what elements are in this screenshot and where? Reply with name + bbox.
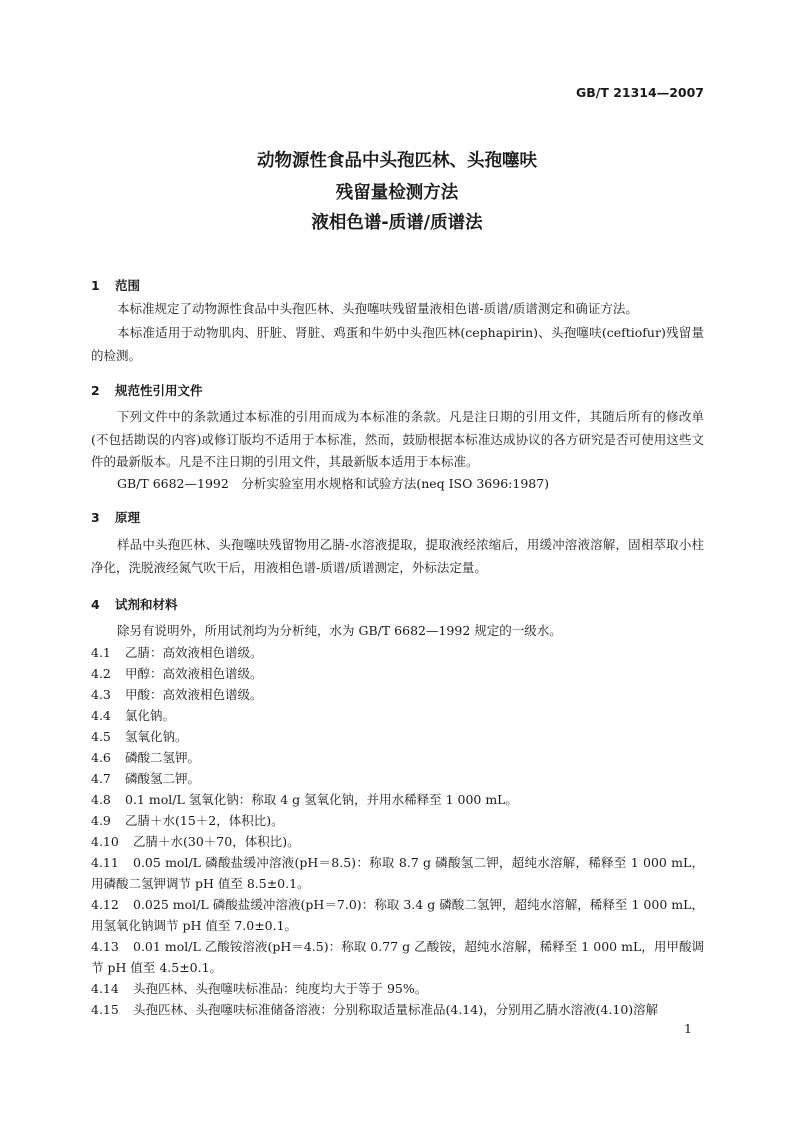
title-line-3: 液相色谱-质谱/质谱法 bbox=[311, 213, 483, 233]
item-text: 磷酸二氢钾。 bbox=[125, 750, 201, 765]
section-title: 范围 bbox=[115, 278, 141, 293]
item-number: 4.4 bbox=[91, 708, 111, 723]
item-number: 4.8 bbox=[91, 792, 111, 807]
item-text: 0.1 mol/L 氢氧化钠：称取 4 g 氢氧化钠，并用水稀释至 1 000 mL。 bbox=[125, 792, 518, 807]
list-item bbox=[91, 832, 704, 853]
list-item bbox=[91, 727, 704, 748]
list-item bbox=[91, 748, 704, 769]
item-text: 磷酸氢二钾。 bbox=[125, 771, 201, 786]
section-4-heading bbox=[91, 595, 178, 613]
list-item bbox=[91, 706, 704, 727]
section-title: 试剂和材料 bbox=[115, 597, 178, 612]
item-text: 甲醇：高效液相色谱级。 bbox=[125, 666, 263, 681]
section-2-heading bbox=[91, 381, 203, 399]
section-number: 3 bbox=[91, 510, 100, 525]
item-text: 乙腈＋水(15＋2，体积比)。 bbox=[125, 813, 284, 828]
list-item bbox=[91, 811, 704, 832]
item-number: 4.2 bbox=[91, 666, 111, 681]
list-item bbox=[91, 937, 704, 978]
item-text: 乙腈：高效液相色谱级。 bbox=[125, 645, 263, 660]
item-number: 4.12 bbox=[91, 897, 119, 912]
section-2-reference: GB/T 6682—1992 分析实验室用水规格和试验方法(neq ISO 3696:1987) bbox=[117, 476, 550, 491]
list-item bbox=[91, 769, 704, 790]
section-title: 规范性引用文件 bbox=[115, 383, 203, 398]
list-item bbox=[91, 664, 704, 685]
page-number: 1 bbox=[684, 1021, 692, 1036]
item-number: 4.13 bbox=[91, 939, 119, 954]
item-number: 4.14 bbox=[91, 981, 119, 996]
item-text: 头孢匹林、头孢噻呋标准品：纯度均大于等于 95%。 bbox=[133, 981, 428, 996]
section-title: 原理 bbox=[115, 510, 141, 525]
item-text: 0.01 mol/L 乙酸铵溶液(pH＝4.5)：称取 0.77 g 乙酸铵，超纯水溶解，稀释至 1 000 mL，用甲酸调节 pH 值至 4.5±0.1。 bbox=[91, 939, 704, 975]
item-number: 4.6 bbox=[91, 750, 111, 765]
section-number: 1 bbox=[91, 278, 100, 293]
list-item bbox=[91, 853, 704, 894]
item-text: 甲酸：高效液相色谱级。 bbox=[125, 687, 263, 702]
section-number: 2 bbox=[91, 383, 100, 398]
section-1-paragraph-1: 本标准规定了动物源性食品中头孢匹林、头孢噻呋残留量液相色谱-质谱/质谱测定和确证方法。 bbox=[117, 301, 638, 316]
section-4-intro: 除另有说明外，所用试剂均为分析纯，水为 GB/T 6682—1992 规定的一级水。 bbox=[117, 623, 562, 638]
item-number: 4.9 bbox=[91, 813, 111, 828]
item-number: 4.3 bbox=[91, 687, 111, 702]
item-text: 氢氧化钠。 bbox=[125, 729, 188, 744]
item-number: 4.1 bbox=[91, 645, 111, 660]
standard-code: GB/T 21314—2007 bbox=[575, 85, 704, 100]
item-text: 头孢匹林、头孢噻呋标准储备溶液：分别称取适量标准品(4.14)，分别用乙腈水溶液(4.10)溶解 bbox=[133, 1002, 659, 1017]
list-item bbox=[91, 895, 704, 936]
item-number: 4.11 bbox=[91, 855, 119, 870]
item-number: 4.7 bbox=[91, 771, 111, 786]
list-item bbox=[91, 685, 704, 706]
item-number: 4.10 bbox=[91, 834, 119, 849]
list-item bbox=[91, 790, 704, 811]
section-number: 4 bbox=[91, 597, 100, 612]
item-text: 乙腈＋水(30＋70，体积比)。 bbox=[133, 834, 300, 849]
title-line-1: 动物源性食品中头孢匹林、头孢噻呋 bbox=[257, 151, 537, 171]
section-1-heading bbox=[91, 276, 140, 294]
item-text: 氯化钠。 bbox=[125, 708, 176, 723]
section-2-paragraph-1: 下列文件中的条款通过本标准的引用而成为本标准的条款。凡是注日期的引用文件，其随后所有的修改单(不包括勘误的内容)或修订版均不适用于本标准，然而，鼓励根据本标准达成协议的各方研究是否可使用这些文件的最新版本。凡是不注日期的引用文件，其最新版本适用于本标准。 bbox=[91, 409, 704, 469]
list-item bbox=[91, 1000, 704, 1021]
section-3-paragraph-1: 样品中头孢匹林、头孢噻呋残留物用乙腈-水溶液提取，提取液经浓缩后，用缓冲溶液溶解，固相萃取小柱净化，洗脱液经氮气吹干后，用液相色谱-质谱/质谱测定，外标法定量。 bbox=[91, 537, 704, 575]
item-text: 0.025 mol/L 磷酸盐缓冲溶液(pH＝7.0)：称取 3.4 g 磷酸二氢钾，超纯水溶解，稀释至 1 000 mL，用氢氧化钠调节 pH 值至 7.0±0.1。 bbox=[91, 897, 704, 933]
title-line-2: 残留量检测方法 bbox=[335, 183, 459, 203]
list-item bbox=[91, 979, 704, 1000]
item-number: 4.15 bbox=[91, 1002, 119, 1017]
item-number: 4.5 bbox=[91, 729, 111, 744]
section-3-heading bbox=[91, 508, 140, 526]
list-item bbox=[91, 643, 704, 664]
item-text: 0.05 mol/L 磷酸盐缓冲溶液(pH＝8.5)：称取 8.7 g 磷酸氢二钾，超纯水溶解，稀释至 1 000 mL，用磷酸二氢钾调节 pH 值至 8.5±0.1。 bbox=[91, 855, 704, 891]
section-1-paragraph-2: 本标准适用于动物肌肉、肝脏、肾脏、鸡蛋和牛奶中头孢匹林(cephapirin)、头孢噻呋(ceftiofur)残留量的检测。 bbox=[91, 325, 704, 363]
